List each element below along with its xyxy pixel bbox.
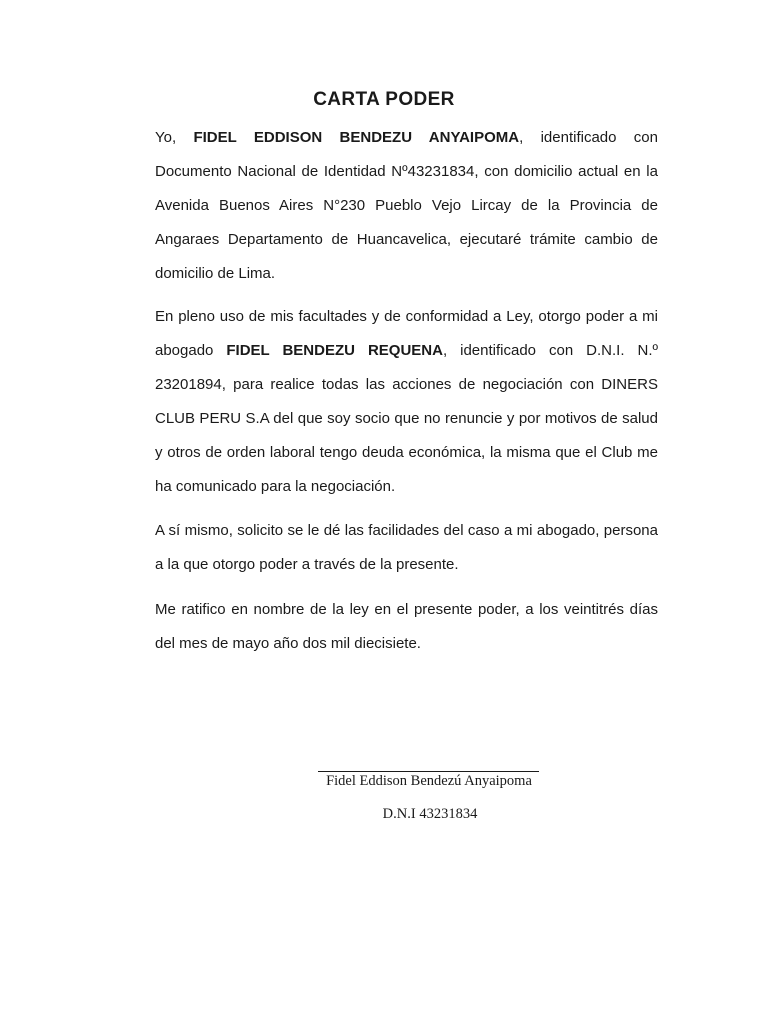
paragraph-text: , identificado con D.N.I. N.º 23201894, para realice todas las acciones de negociación con DINERS CLUB PERU S.A del que soy socio que no renuncie y por motivos de salud y otros de orden laboral tengo deuda económica, la misma que el Club me ha comunicado para la negociación.: [155, 342, 658, 495]
signatory-dni: D.N.I 43231834: [382, 806, 478, 822]
paragraph-ratification: [155, 593, 658, 661]
paragraph-grantor: [155, 121, 658, 291]
paragraph-grant: [155, 300, 658, 504]
paragraph-text: En pleno uso de mis facultades y de conformidad a Ley, otorgo poder a mi abogado: [155, 308, 658, 359]
signature-line: [318, 771, 539, 772]
paragraph-text: A sí mismo, solicito se le dé las facilidades del caso a mi abogado, persona a la que otorgo poder a través de la presente.: [155, 522, 658, 573]
signatory-name: Fidel Eddison Bendezú Anyaipoma: [326, 773, 532, 789]
paragraph-request: [155, 514, 658, 582]
paragraph-text: Yo,: [155, 129, 194, 146]
attorney-name: FIDEL BENDEZU REQUENA: [226, 342, 443, 359]
paragraph-text: , identificado con Documento Nacional de Identidad Nº43231834, con domicilio actual en la Avenida Buenos Aires N°230 Pueblo Vejo Lircay de la Provincia de Angaraes Departamento de Huancavelica, ejecutaré trámite cambio de domicilio de Lima.: [155, 129, 658, 282]
document-title: CARTA PODER: [313, 89, 455, 110]
grantor-name: FIDEL EDDISON BENDEZU ANYAIPOMA: [193, 129, 520, 146]
paragraph-text: Me ratifico en nombre de la ley en el presente poder, a los veintitrés días del mes de mayo año dos mil diecisiete.: [155, 601, 658, 652]
